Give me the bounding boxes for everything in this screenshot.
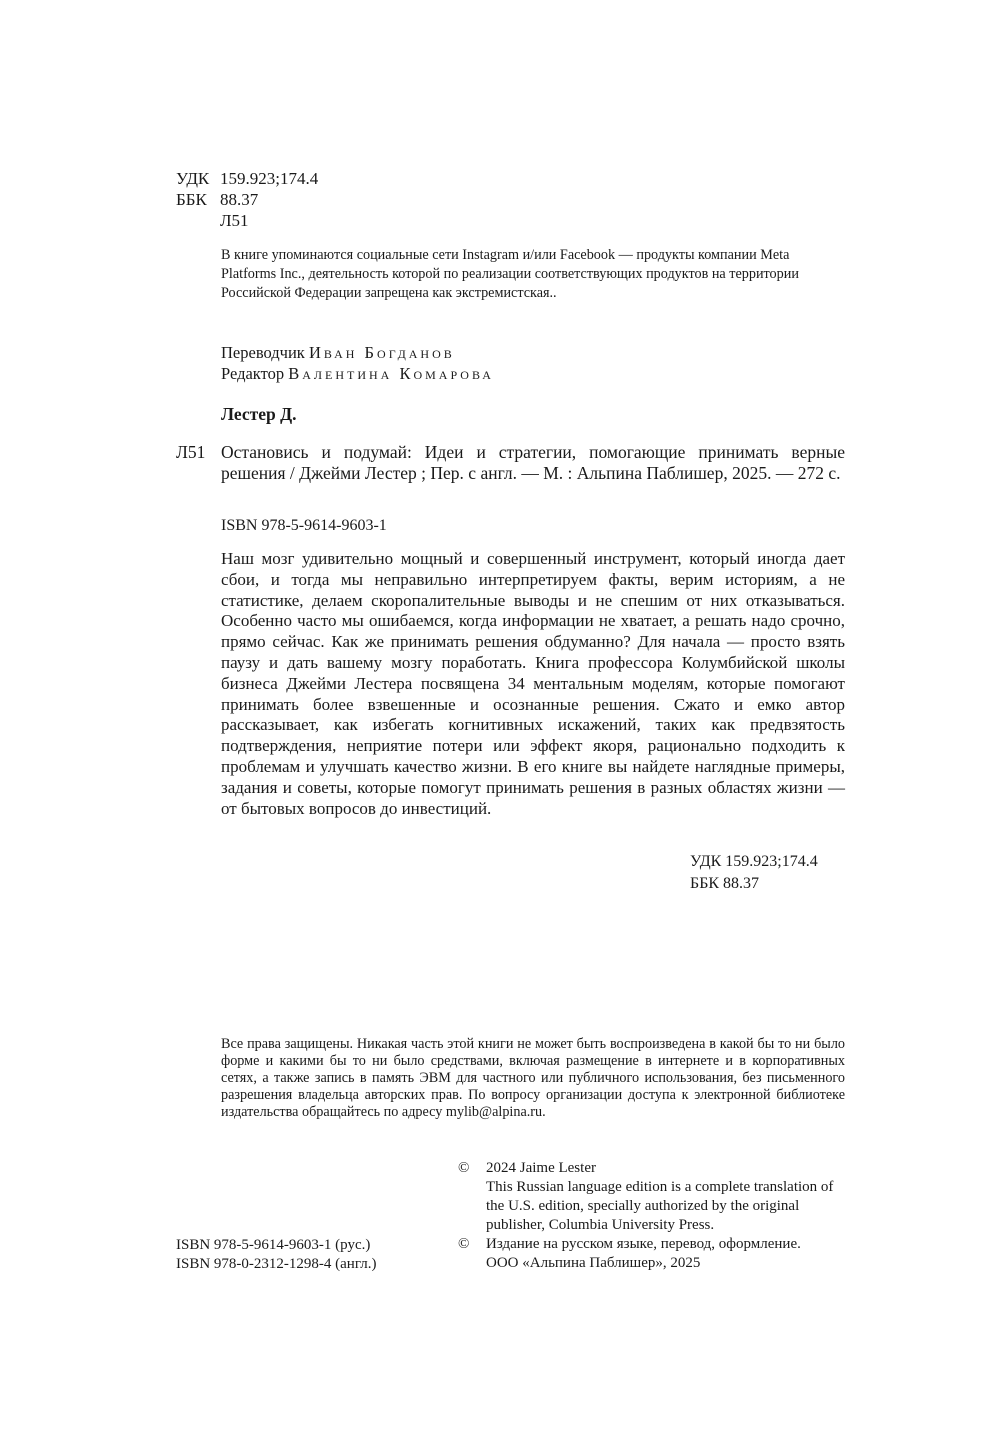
copyright-symbol: © — [458, 1236, 470, 1252]
translator-name: Иван Богданов — [308, 343, 455, 362]
author-code: Л51 — [220, 211, 249, 230]
footer-bbk: ББК 88.37 — [690, 875, 760, 892]
isbn-ru: ISBN 978-5-9614-9603-1 (рус.) — [176, 1237, 371, 1253]
translator-role: Переводчик — [221, 343, 305, 362]
credits — [221, 342, 494, 384]
udk-key: УДК — [176, 169, 210, 188]
copyright-line2: Издание на русском языке, перевод, оформление. — [486, 1236, 801, 1252]
catalog-code: Л51 — [176, 442, 206, 462]
copyright-line1-note: This Russian language edition is a complete translation of the U.S. edition, specially authorized by the original publisher, Columbia University Press. — [486, 1179, 834, 1233]
udk-value: 159.923;174.4 — [220, 169, 319, 188]
isbn-list — [176, 1236, 376, 1274]
rights-notice: Все права защищены. Никакая часть этой книги не может быть воспроизведена в какой бы то ни было форме и какими бы то ни было средствами, включая размещение в интернете и в корпоративных сетях, а также запись в память ЭВМ для частного или публичного использования, без письменного разрешения владельца авторских прав. По вопросу организации доступа к электронной библиотеке издательства обращайтесь по адресу mylib@alpina.ru. — [221, 1036, 845, 1120]
editor-name: Валентина Комарова — [288, 364, 494, 383]
classification-codes — [176, 168, 318, 231]
footer-codes — [690, 851, 818, 895]
annotation: Наш мозг удивительно мощный и совершенный инструмент, который иногда дает сбои, и тогда мы неправильно интерпретируем факты, верим историям, а не статистике, делаем скоропалительные выводы и не спешим от них отказываться. Особенно часто мы ошибаемся, когда информации не хватает, а решать надо срочно, прямо сейчас. Как же принимать решения обдуманно? Для начала — просто взять паузу и дать вашему мозгу поработать. Книга профессора Колумбийской школы бизнеса Джейми Лестера посвящена 34 ментальным моделям, которые помогают принимать более взвешенные и осознанные решения. Сжато и емко автор рассказывает, как избегать когнитивных искажений, таких как предвзятость подтверждения, неприятие потери или эффект якоря, рационально подходить к проблемам и улучшать качество жизни. В его книге вы найдете наглядные примеры, задания и советы, которые помогут принимать решения в разных областях жизни — от бытовых вопросов до инвестиций. — [221, 549, 845, 818]
editor-role: Редактор — [221, 364, 285, 383]
bbk-value: 88.37 — [220, 190, 259, 209]
copyright-line2-b: ООО «Альпина Паблишер», 2025 — [486, 1255, 701, 1271]
bibliographic-entry: Остановись и подумай: Идеи и стратегии, помогающие принимать верные решения / Джейми Лестер ; Пер. с англ. — М. : Альпина Паблишер, 2025. — 272 с. — [221, 442, 845, 483]
isbn-main: ISBN 978-5-9614-9603-1 — [221, 517, 387, 534]
copyright-line1: 2024 Jaime Lester — [486, 1160, 596, 1176]
author-heading: Лестер Д. — [221, 404, 297, 424]
isbn-en: ISBN 978-0-2312-1298-4 (англ.) — [176, 1256, 377, 1272]
bbk-key: ББК — [176, 190, 207, 209]
footer-udk: УДК 159.923;174.4 — [690, 853, 818, 870]
copyright-entry-publisher — [458, 1235, 848, 1273]
copyright-symbol: © — [458, 1160, 470, 1176]
copyright-block — [458, 1159, 848, 1273]
copyright-entry-author — [458, 1159, 848, 1235]
extremist-notice: В книге упоминаются социальные сети Instagram и/или Facebook — продукты компании Meta Platforms Inc., деятельность которой по реализации соответствующих продуктов на территории Российской Федерации запрещена как экстремистская.. — [221, 247, 799, 301]
